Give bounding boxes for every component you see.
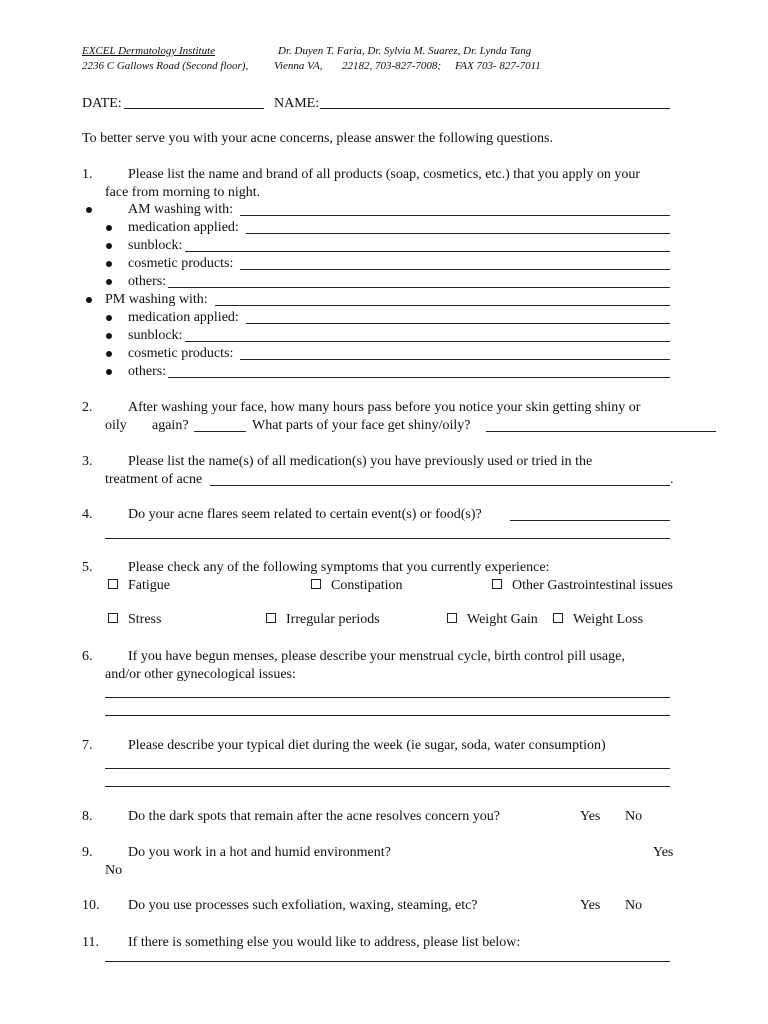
bullet-icon (106, 279, 112, 285)
q2-text-again: again? (152, 418, 189, 433)
doctor-names: Dr. Duyen T. Faria, Dr. Sylvia M. Suarez, Dr. Lynda Tang (278, 45, 532, 57)
q6-field-line1[interactable] (105, 697, 670, 698)
q3-medications-field[interactable] (210, 485, 670, 486)
q2-number: 2. (82, 400, 93, 415)
weight-gain-label: Weight Gain (467, 612, 538, 627)
q1-text-cont: face from morning to night. (105, 185, 261, 200)
q1-number: 1. (82, 167, 93, 182)
fatigue-checkbox[interactable] (108, 579, 118, 589)
q7-number: 7. (82, 738, 93, 753)
pm-washing-field[interactable] (215, 305, 670, 306)
irregular-periods-label: Irregular periods (286, 612, 380, 627)
am-medication-label: medication applied: (128, 220, 239, 235)
intro-text: To better serve you with your acne concerns, please answer the following questions. (82, 131, 553, 146)
bullet-icon (106, 315, 112, 321)
weight-gain-checkbox[interactable] (447, 613, 457, 623)
bullet-icon (106, 243, 112, 249)
am-washing-field[interactable] (240, 215, 670, 216)
weight-loss-checkbox[interactable] (553, 613, 563, 623)
q3-number: 3. (82, 454, 93, 469)
bullet-icon (106, 333, 112, 339)
q10-text: Do you use processes such exfoliation, waxing, steaming, etc? (128, 898, 478, 913)
am-sunblock-field[interactable] (185, 251, 670, 252)
other-gi-checkbox[interactable] (492, 579, 502, 589)
q3-text: Please list the name(s) of all medication(s) you have previously used or tried in the (128, 454, 593, 469)
am-others-field[interactable] (168, 287, 670, 288)
q8-yes-option[interactable]: Yes (580, 809, 601, 824)
q8-number: 8. (82, 809, 93, 824)
fatigue-label: Fatigue (128, 578, 170, 593)
q2-text-parts: What parts of your face get shiny/oily? (252, 418, 471, 433)
bullet-icon (86, 207, 92, 213)
q9-no-option[interactable]: No (105, 863, 123, 878)
q6-text-cont: and/or other gynecological issues: (105, 667, 296, 682)
pm-medication-field[interactable] (246, 323, 670, 324)
q7-text: Please describe your typical diet during the week (ie sugar, soda, water consumption) (128, 738, 606, 753)
pm-washing-label: PM washing with: (105, 292, 208, 307)
pm-sunblock-label: sunblock: (128, 328, 183, 343)
pm-cosmetic-field[interactable] (240, 359, 670, 360)
q11-text: If there is something else you would like to address, please list below: (128, 935, 521, 950)
q2-text: After washing your face, how many hours pass before you notice your skin getting shiny or (128, 400, 641, 415)
q10-yes-option[interactable]: Yes (580, 898, 601, 913)
q1-text: Please list the name and brand of all products (soap, cosmetics, etc.) that you apply on your (128, 167, 641, 182)
q9-yes-option[interactable]: Yes (653, 845, 674, 860)
am-others-label: others: (128, 274, 167, 289)
pm-medication-label: medication applied: (128, 310, 239, 325)
q10-no-option[interactable]: No (625, 898, 643, 913)
q5-number: 5. (82, 560, 93, 575)
constipation-checkbox[interactable] (311, 579, 321, 589)
pm-sunblock-field[interactable] (185, 341, 670, 342)
pm-others-label: others: (128, 364, 167, 379)
bullet-icon (106, 225, 112, 231)
name-label: NAME: (274, 96, 320, 111)
bullet-icon (106, 351, 112, 357)
q4-field[interactable] (510, 520, 670, 521)
constipation-label: Constipation (331, 578, 403, 593)
weight-loss-label: Weight Loss (573, 612, 644, 627)
stress-checkbox[interactable] (108, 613, 118, 623)
bullet-icon (86, 297, 92, 303)
am-sunblock-label: sunblock: (128, 238, 183, 253)
q9-number: 9. (82, 845, 93, 860)
q11-number: 11. (82, 935, 99, 950)
stress-label: Stress (128, 612, 162, 627)
address-line: 2236 C Gallows Road (Second floor), (82, 60, 249, 72)
fax-number: FAX 703- 827-7011 (455, 60, 541, 72)
q7-field-line2[interactable] (105, 786, 670, 787)
q2-text-oily: oily (105, 418, 127, 433)
name-field[interactable] (320, 108, 670, 109)
am-washing-label: AM washing with: (128, 202, 233, 217)
other-gi-label: Other Gastrointestinal issues (512, 578, 673, 593)
q2-parts-field[interactable] (486, 431, 716, 432)
q4-number: 4. (82, 507, 93, 522)
am-medication-field[interactable] (246, 233, 670, 234)
address-city: Vienna VA, (274, 60, 323, 72)
q5-text: Please check any of the following symptoms that you currently experience: (128, 560, 550, 575)
q8-no-option[interactable]: No (625, 809, 643, 824)
q7-field-line1[interactable] (105, 768, 670, 769)
q10-number: 10. (82, 898, 100, 913)
am-cosmetic-label: cosmetic products: (128, 256, 234, 271)
q8-text: Do the dark spots that remain after the acne resolves concern you? (128, 809, 501, 824)
q3-period: . (670, 472, 674, 487)
pm-cosmetic-label: cosmetic products: (128, 346, 234, 361)
q11-field[interactable] (105, 961, 670, 962)
institute-name: EXCEL Dermatology Institute (82, 45, 216, 57)
q4-text: Do your acne flares seem related to certain event(s) or food(s)? (128, 507, 482, 522)
bullet-icon (106, 261, 112, 267)
q6-field-line2[interactable] (105, 715, 670, 716)
q4-field-line2[interactable] (105, 538, 670, 539)
q3-text-cont: treatment of acne (105, 472, 203, 487)
pm-others-field[interactable] (168, 377, 670, 378)
address-zip-phone: 22182, 703-827-7008; (342, 60, 441, 72)
date-label: DATE: (82, 96, 122, 111)
q2-hours-field[interactable] (194, 431, 246, 432)
irregular-periods-checkbox[interactable] (266, 613, 276, 623)
bullet-icon (106, 369, 112, 375)
am-cosmetic-field[interactable] (240, 269, 670, 270)
q6-number: 6. (82, 649, 93, 664)
date-field[interactable] (124, 108, 264, 109)
q6-text: If you have begun menses, please describe your menstrual cycle, birth control pill usage, (128, 649, 625, 664)
q9-text: Do you work in a hot and humid environment? (128, 845, 391, 860)
